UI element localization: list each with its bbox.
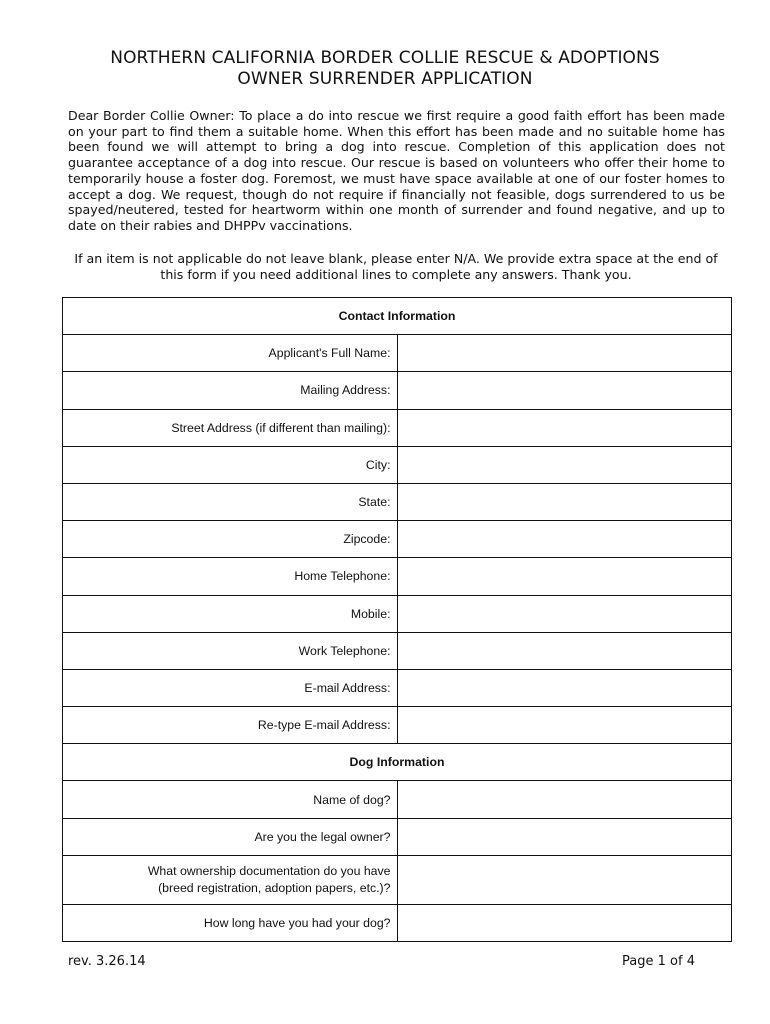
- form-row: [63, 483, 732, 520]
- zipcode-label: Zipcode:: [63, 521, 398, 558]
- state-label: State:: [63, 483, 398, 520]
- dog-name-label: Name of dog?: [63, 781, 398, 818]
- work-telephone-label: Work Telephone:: [63, 632, 398, 669]
- mobile-field[interactable]: [397, 595, 732, 632]
- form-row: [63, 558, 732, 595]
- legal-owner-field[interactable]: [397, 818, 732, 855]
- form-row: [63, 446, 732, 483]
- legal-owner-label: Are you the legal owner?: [63, 818, 398, 855]
- city-field[interactable]: [397, 446, 732, 483]
- state-field[interactable]: [397, 483, 732, 520]
- instructions-note: If an item is not applicable do not leave blank, please enter N/A. We provide extra space at the end of this form if you need additional lines to complete any answers. Thank you.: [74, 251, 718, 282]
- mailing-address-label: Mailing Address:: [63, 372, 398, 409]
- email-field[interactable]: [397, 669, 732, 706]
- ownership-documentation-label: [63, 855, 398, 904]
- ownership-duration-label: How long have you had your dog?: [63, 904, 398, 941]
- form-row: [63, 521, 732, 558]
- title-line-2: OWNER SURRENDER APPLICATION: [237, 69, 533, 89]
- email-label: E-mail Address:: [63, 669, 398, 706]
- home-telephone-field[interactable]: [397, 558, 732, 595]
- section-header-row: [63, 298, 732, 335]
- mailing-address-field[interactable]: [397, 372, 732, 409]
- work-telephone-field[interactable]: [397, 632, 732, 669]
- zipcode-field[interactable]: [397, 521, 732, 558]
- title-line-1: NORTHERN CALIFORNIA BORDER COLLIE RESCUE & ADOPTIONS: [110, 48, 660, 68]
- form-row: [63, 595, 732, 632]
- retype-email-label: Re-type E-mail Address:: [63, 707, 398, 744]
- ownership-documentation-field[interactable]: [397, 855, 732, 904]
- form-row: [63, 904, 732, 941]
- home-telephone-label: Home Telephone:: [63, 558, 398, 595]
- page-number: Page 1 of 4: [622, 954, 695, 969]
- applicant-name-label: Applicant's Full Name:: [63, 335, 398, 372]
- revision-label: rev. 3.26.14: [68, 954, 146, 969]
- city-label: City:: [63, 446, 398, 483]
- mobile-label: Mobile:: [63, 595, 398, 632]
- form-row: [63, 632, 732, 669]
- ownership-documentation-label-line-2: (breed registration, adoption papers, etc.)?: [158, 880, 391, 895]
- form-row: [63, 855, 732, 904]
- application-form-table: [62, 297, 732, 942]
- ownership-documentation-label-line-1: What ownership documentation do you have: [147, 863, 391, 878]
- street-address-label: Street Address (if different than mailing):: [63, 409, 398, 446]
- form-row: [63, 372, 732, 409]
- intro-paragraph: Dear Border Collie Owner: To place a do into rescue we first require a good faith effort has been made on your part to find them a suitable home. When this effort has been made and no suitable home has been found we will attempt to bring a dog into rescue. Completion of this application does not guarantee acceptance of a dog into rescue. Our rescue is based on volunteers who offer their home to temporarily house a foster dog. Foremost, we must have space available at one of our foster homes to accept a dog. We request, though do not require if financially not feasible, dogs surrendered to us be spayed/neutered, tested for heartworm within one month of surrender and found negative, and up to date on their rabies and DHPPv vaccinations.: [68, 108, 725, 233]
- retype-email-field[interactable]: [397, 707, 732, 744]
- form-row: [63, 669, 732, 706]
- ownership-duration-field[interactable]: [397, 904, 732, 941]
- form-row: [63, 335, 732, 372]
- form-row: [63, 818, 732, 855]
- section-header-row: [63, 744, 732, 781]
- form-row: [63, 707, 732, 744]
- form-row: [63, 781, 732, 818]
- street-address-field[interactable]: [397, 409, 732, 446]
- dog-name-field[interactable]: [397, 781, 732, 818]
- applicant-name-field[interactable]: [397, 335, 732, 372]
- contact-section-heading: Contact Information: [63, 298, 732, 335]
- document-title: [0, 48, 770, 90]
- dog-section-heading: Dog Information: [63, 744, 732, 781]
- form-row: [63, 409, 732, 446]
